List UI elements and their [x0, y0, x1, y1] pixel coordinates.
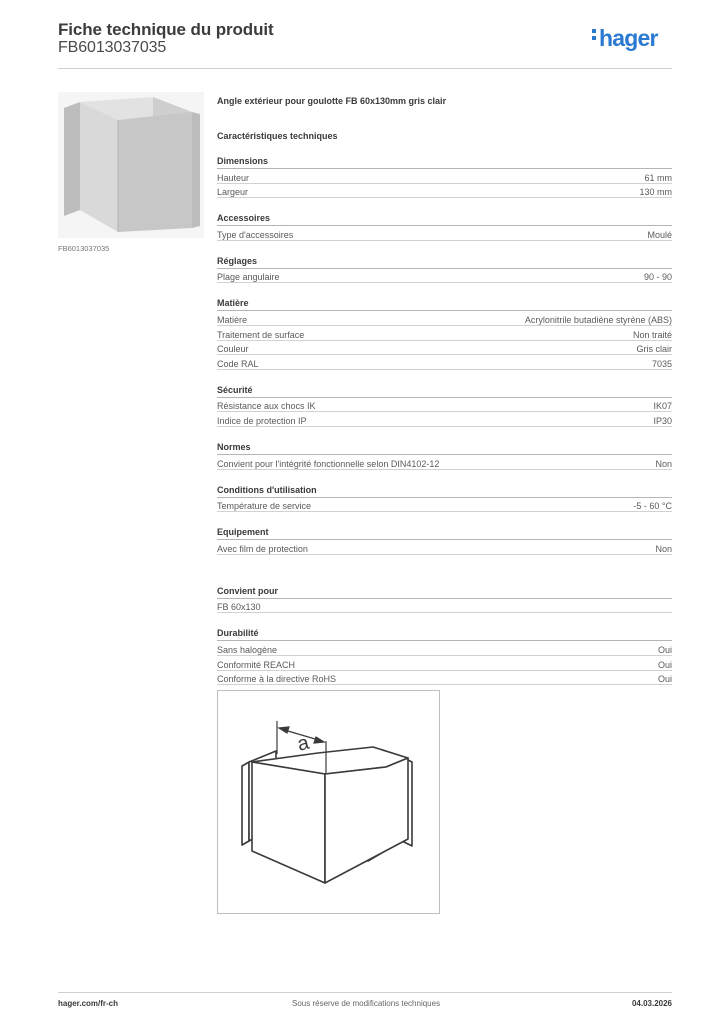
- spec-value: Oui: [657, 674, 672, 685]
- spec-value: -5 - 60 °C: [633, 501, 672, 512]
- spec-row: [217, 455, 672, 470]
- spec-value: 61 mm: [644, 172, 672, 183]
- spec-row: [217, 169, 672, 184]
- footer-notice: Sous réserve de modifications techniques: [292, 999, 441, 1008]
- section-title: Normes: [217, 442, 672, 455]
- corner-piece-photo-icon: [58, 92, 204, 238]
- product-description: Angle extérieur pour goulotte FB 60x130mm gris clair: [217, 96, 447, 106]
- hager-logo[interactable]: [592, 27, 658, 50]
- spec-row: [217, 269, 672, 284]
- spec-label: Plage angulaire: [217, 272, 280, 283]
- spec-section: [217, 586, 672, 614]
- header-divider: [58, 68, 672, 69]
- spec-value: IP30: [653, 415, 672, 426]
- spec-label: Indice de protection IP: [217, 415, 307, 426]
- spec-section: [217, 628, 672, 685]
- spec-value: Moulé: [647, 229, 672, 240]
- spec-row: [217, 355, 672, 370]
- spec-content: [217, 96, 672, 719]
- logo-text: hager: [599, 25, 658, 51]
- spec-row: [217, 311, 672, 326]
- section-title: Accessoires: [217, 213, 672, 226]
- spec-label: Avec film de protection: [217, 543, 308, 554]
- spec-label: Matière: [217, 314, 248, 325]
- section-title: Sécurité: [217, 385, 672, 398]
- section-title: Matière: [217, 298, 672, 311]
- photo-caption: FB6013037035: [58, 244, 110, 253]
- spec-label: Type d'accessoires: [217, 229, 294, 240]
- product-reference: FB6013037035: [58, 39, 167, 56]
- tech-characteristics-heading: Caractéristiques techniques: [217, 131, 338, 141]
- spec-value: Non traité: [632, 329, 672, 340]
- spec-label: Couleur: [217, 344, 249, 355]
- spec-value: Oui: [657, 644, 672, 655]
- spec-value: 130 mm: [639, 187, 672, 198]
- spec-row: [217, 599, 672, 614]
- spec-label: Conformité REACH: [217, 659, 296, 670]
- document-title: Fiche technique du produit: [58, 20, 274, 39]
- spec-value: 90 - 90: [643, 272, 672, 283]
- spec-row: [217, 184, 672, 199]
- spec-section: [217, 156, 672, 198]
- spec-row: [217, 412, 672, 427]
- section-title: Réglages: [217, 256, 672, 269]
- section-title: Durabilité: [217, 628, 672, 641]
- spec-row: [217, 326, 672, 341]
- spec-label: Conforme à la directive RoHS: [217, 674, 337, 685]
- spec-value: Non: [655, 543, 672, 554]
- section-title: Dimensions: [217, 156, 672, 169]
- spec-value: Non: [655, 458, 672, 469]
- spec-row: [217, 671, 672, 686]
- section-title: Convient pour: [217, 586, 672, 599]
- spec-value: 7035: [651, 358, 672, 369]
- spec-row: [217, 398, 672, 413]
- dimension-a-label: a: [295, 731, 312, 756]
- spec-value: Acrylonitrile butadiène styrène (ABS): [524, 314, 672, 325]
- footer-date: 04.03.2026: [631, 999, 672, 1008]
- footer-website-link[interactable]: hager.com/fr-ch: [58, 999, 119, 1008]
- spec-label: Sans halogène: [217, 644, 278, 655]
- spec-section: [217, 298, 672, 369]
- spec-row: [217, 540, 672, 555]
- spec-label: Largeur: [217, 187, 249, 198]
- spec-label: Température de service: [217, 501, 312, 512]
- spec-section: [217, 256, 672, 284]
- spec-value: Gris clair: [636, 344, 672, 355]
- spec-label: FB 60x130: [217, 602, 261, 613]
- spec-label: Traitement de surface: [217, 329, 305, 340]
- spec-section: [217, 213, 672, 241]
- footer-divider: [58, 992, 672, 993]
- product-photo: [58, 92, 204, 238]
- section-title: Equipement: [217, 527, 672, 540]
- spec-value: IK07: [653, 401, 672, 412]
- illustration-drawing: [217, 690, 440, 914]
- corner-drawing-icon: [218, 691, 439, 913]
- spec-section: [217, 442, 672, 470]
- section-title: Conditions d'utilisation: [217, 485, 672, 498]
- spec-label: Hauteur: [217, 172, 250, 183]
- spec-value: Oui: [657, 659, 672, 670]
- logo-colon-icon: [592, 29, 596, 43]
- spec-label: Convient pour l'intégrité fonctionnelle selon DIN4102-12: [217, 458, 440, 469]
- spec-row: [217, 641, 672, 656]
- spec-label: Code RAL: [217, 358, 259, 369]
- spec-section: [217, 385, 672, 427]
- spec-row: [217, 226, 672, 241]
- spec-sections: [217, 156, 672, 685]
- spec-label: Résistance aux chocs IK: [217, 401, 316, 412]
- spec-row: [217, 498, 672, 513]
- spec-section: [217, 485, 672, 513]
- spec-row: [217, 656, 672, 671]
- spec-row: [217, 341, 672, 356]
- spec-section: [217, 527, 672, 555]
